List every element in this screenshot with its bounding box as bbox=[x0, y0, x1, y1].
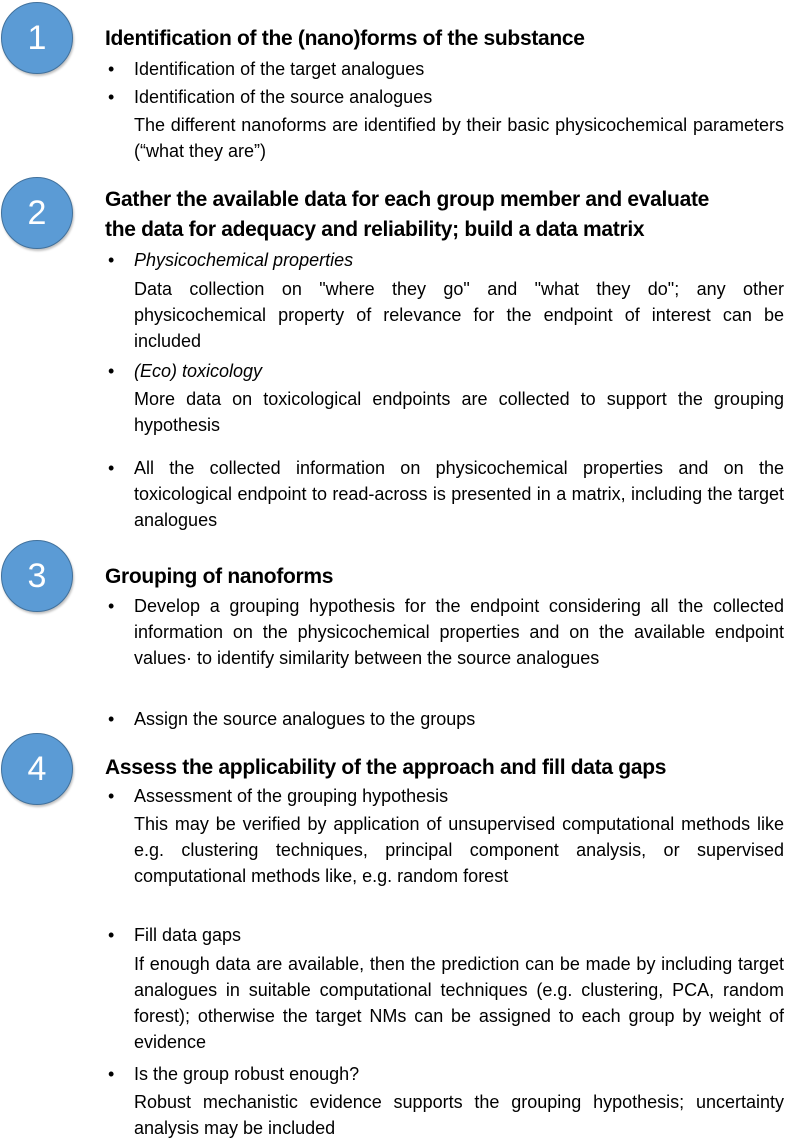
bullet-icon: • bbox=[108, 786, 115, 806]
bullet-icon: • bbox=[108, 458, 115, 478]
bullet-icon: • bbox=[108, 250, 115, 270]
step-4-bullet-1-description: This may be verified by application of unsupervised computational methods like e.g. clustering techniques, principal component analysis, or supervised computational methods like, e.g. random forest bbox=[134, 814, 784, 886]
bullet-icon: • bbox=[108, 925, 115, 945]
step-1-title: Identification of the (nano)forms of the substance bbox=[105, 27, 585, 50]
step-4-bullet-2-description: If enough data are available, then the prediction can be made by including target analogues in suitable computational techniques (e.g. clustering, PCA, random forest); otherwise the target NMs can be assigned to each group by weight of evidence bbox=[134, 954, 784, 1052]
step-1-number-circle: 1 bbox=[1, 2, 73, 74]
bullet-icon: • bbox=[108, 596, 115, 616]
step-2-bullet-2-description: More data on toxicological endpoints are collected to support the grouping hypothesis bbox=[134, 389, 784, 435]
bullet-icon: • bbox=[108, 59, 115, 79]
step-1-bullet-2-description: The different nanoforms are identified by their basic physicochemical parameters (“what they are”) bbox=[134, 115, 784, 161]
step-2-title: Gather the available data for each group member and evaluate the data for adequacy and reliability; build a data matrix bbox=[105, 188, 710, 241]
step-4-bullet-3-description: Robust mechanistic evidence supports the grouping hypothesis; uncertainty analysis may be included bbox=[134, 1092, 784, 1138]
step-2-bullet-3-text: All the collected information on physicochemical properties and on the toxicological endpoint to read-across is presented in a matrix, including the target analogues bbox=[134, 458, 784, 530]
bullet-icon: • bbox=[108, 87, 115, 107]
bullet-icon: • bbox=[108, 709, 115, 729]
step-4-title: Assess the applicability of the approach and fill data gaps bbox=[105, 756, 667, 779]
bullet-icon: • bbox=[108, 1064, 115, 1084]
step-3-number-circle: 3 bbox=[1, 540, 73, 612]
bullet-icon: • bbox=[108, 361, 115, 381]
step-3-bullet-1-text: Develop a grouping hypothesis for the endpoint considering all the collected information on the physicochemical properties and on the available endpoint values· to identify similarity between the source analogues bbox=[134, 596, 784, 668]
step-4-number-circle: 4 bbox=[1, 733, 73, 805]
step-2-number-circle: 2 bbox=[1, 177, 73, 249]
step-3-title: Grouping of nanoforms bbox=[105, 565, 334, 588]
step-2-bullet-1-description: Data collection on "where they go" and "what they do"; any other physicochemical property of relevance for the endpoint of interest can be included bbox=[134, 279, 784, 351]
